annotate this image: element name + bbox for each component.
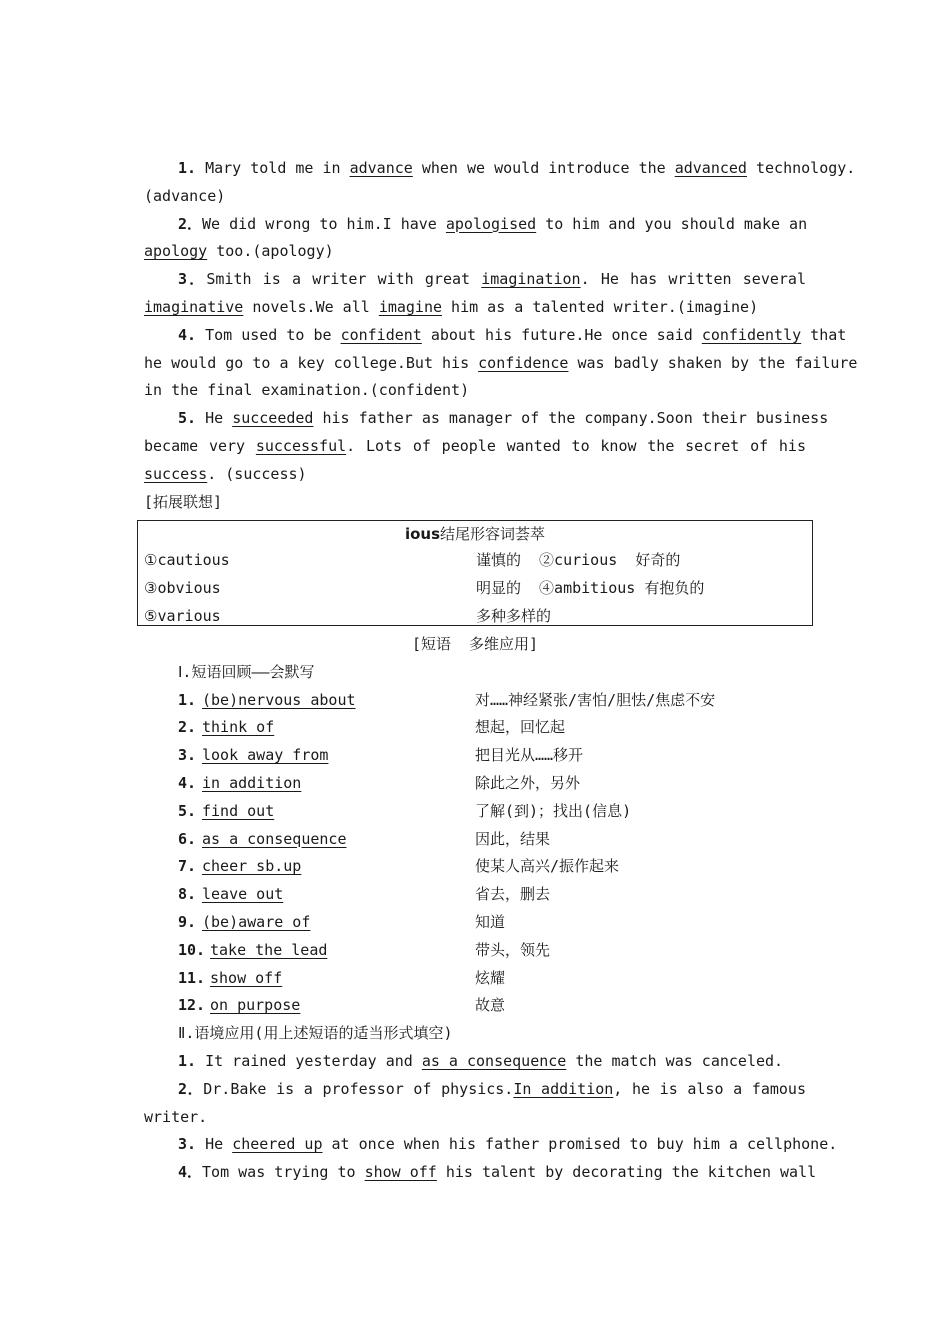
phrase-english: cheer sb.up	[202, 857, 302, 876]
sentence-text: Mary told me in	[196, 159, 350, 177]
sentence-text: . Lots of people wanted to know the secret of his	[346, 436, 806, 455]
phrase-number: 6.	[178, 829, 197, 848]
sentence-text: (advance)	[144, 186, 226, 205]
sentence-text: , he is also a famous	[613, 1079, 806, 1098]
item-number: 2．	[178, 214, 203, 233]
item-number: 4.	[178, 325, 197, 344]
phrase-chinese: 炫耀	[475, 968, 506, 987]
sentence-text: him as a talented writer.(imagine)	[442, 297, 759, 316]
phrase-section	[144, 631, 838, 1187]
answer-blank: advance	[349, 159, 413, 177]
item-number: 5.	[178, 409, 197, 428]
sentence-text: novels.We all	[243, 297, 379, 316]
answer-blank: imagine	[378, 297, 443, 316]
sentence-text: was badly shaken by the failure	[568, 353, 858, 372]
item-5-line-2	[144, 433, 806, 461]
sentence-text: too.(apology)	[207, 242, 334, 261]
phrase-row	[144, 909, 806, 937]
phrase-chinese: 把目光从……移开	[475, 746, 584, 765]
sentence-text: when we would introduce the	[412, 159, 675, 177]
sentence-text: He	[196, 409, 233, 428]
sentence-3	[144, 1131, 838, 1159]
phrase-heading: [短语 多维应用]	[411, 635, 539, 653]
answer-blank: confidently	[701, 325, 802, 344]
phrase-chinese: 除此之外，另外	[475, 773, 581, 792]
item-number: 1.	[178, 1051, 197, 1070]
answer-blank: cheered up	[232, 1135, 323, 1154]
box-title-cn: 结尾形容词荟萃	[440, 525, 546, 543]
phrase-english: in addition	[202, 773, 302, 792]
box-row-left: ③obvious	[144, 578, 221, 597]
sentence-text: he would go to a key college.But his	[144, 353, 479, 372]
answer-blank: imaginative	[144, 297, 244, 316]
phrase-chinese: 因此，结果	[475, 829, 551, 848]
item-3-line-1	[144, 266, 806, 294]
sentence-2-line-2	[144, 1104, 806, 1132]
exercise-block	[144, 155, 858, 516]
sentence-text: We did wrong to him.I have	[202, 214, 446, 233]
sentence-text: that	[801, 325, 847, 344]
box-row	[138, 575, 812, 603]
box-row	[138, 547, 812, 575]
phrase-english: (be)nervous about	[202, 690, 356, 709]
section-1-heading: Ⅰ.短语回顾——会默写	[178, 662, 315, 681]
sentence-1	[144, 1048, 806, 1076]
phrase-english: show off	[210, 968, 283, 987]
phrase-row	[144, 965, 806, 993]
item-1-line-2	[144, 183, 806, 211]
sentence-text: . He has written several	[580, 270, 806, 289]
phrase-chinese: 故意	[475, 996, 506, 1015]
sentence-text: Dr.Bake is a professor of physics.	[203, 1079, 514, 1098]
phrase-row	[144, 826, 806, 854]
sentence-text: It rained yesterday and	[196, 1051, 422, 1070]
box-row-right: 明显的 ④ambitious 有抱负的	[476, 578, 705, 597]
item-2-line-1	[144, 211, 806, 239]
phrase-number: 10.	[178, 940, 206, 959]
item-number: 3．	[178, 270, 207, 289]
sentence-text: his father as manager of the company.Soon their business	[313, 409, 829, 428]
box-row	[138, 603, 812, 631]
sentence-text: in the final examination.(confident)	[144, 381, 470, 400]
phrase-english: (be)aware of	[202, 912, 311, 931]
answer-blank: apologised	[445, 214, 537, 233]
phrase-number: 9.	[178, 912, 197, 931]
item-5-line-1	[144, 405, 829, 433]
sentence-text: He	[196, 1135, 233, 1154]
sentence-4-line-1	[144, 1159, 817, 1187]
sentence-text: Tom used to be	[196, 325, 341, 344]
answer-blank: confident	[340, 325, 422, 344]
box-title	[138, 521, 812, 547]
phrase-row	[144, 798, 806, 826]
box-title-en: ious	[404, 525, 441, 543]
phrase-english: as a consequence	[202, 829, 347, 848]
phrase-row	[144, 714, 806, 742]
phrase-number: 1.	[178, 690, 197, 709]
phrase-english: take the lead	[210, 940, 328, 959]
ious-adjective-box	[137, 520, 813, 626]
phrase-row	[144, 742, 806, 770]
phrase-chinese: 使某人高兴/振作起来	[475, 857, 620, 876]
phrase-english: on purpose	[210, 996, 301, 1015]
phrase-english: find out	[202, 801, 275, 820]
sentence-text: at once when his father promised to buy him a cellphone.	[322, 1135, 838, 1154]
sentence-text: Tom was trying to	[202, 1163, 365, 1182]
box-row-left: ⑤various	[144, 606, 221, 625]
sentence-text: technology.	[746, 159, 856, 177]
answer-blank: succeeded	[232, 409, 314, 428]
item-number: 2．	[178, 1079, 204, 1098]
phrase-number: 2.	[178, 718, 197, 737]
phrase-list	[144, 687, 806, 1021]
phrase-number: 5.	[178, 801, 197, 820]
phrase-chinese: 想起，回忆起	[475, 718, 566, 737]
item-1-line-1	[144, 155, 856, 183]
item-2-line-2	[144, 238, 806, 266]
sentence-2-line-1	[144, 1076, 806, 1104]
sentence-text: his talent by decorating the kitchen wall	[436, 1163, 817, 1182]
sentence-text: . (success)	[207, 464, 307, 483]
answer-blank: imagination	[481, 270, 581, 289]
phrase-english: look away from	[202, 746, 329, 765]
phrase-row	[144, 992, 806, 1020]
item-3-line-2	[144, 294, 806, 322]
item-5-line-3	[144, 461, 806, 489]
answer-blank: successful	[255, 436, 347, 455]
extend-label: [拓展联想]	[144, 492, 223, 511]
sentence-text: writer.	[144, 1107, 208, 1126]
sentence-text: to him and you should make an	[536, 214, 808, 233]
answer-blank: success	[144, 464, 208, 483]
phrase-row	[144, 881, 806, 909]
box-row-right: 多种多样的	[476, 606, 552, 625]
phrase-number: 12.	[178, 996, 206, 1015]
box-row-right: 谨慎的 ②curious 好奇的	[476, 551, 681, 569]
answer-blank: In addition	[513, 1079, 614, 1098]
phrase-chinese: 知道	[475, 912, 506, 931]
phrase-english: think of	[202, 718, 275, 737]
item-4-line-1	[144, 322, 847, 350]
sentence-text: about his future.He once said	[421, 325, 702, 344]
answer-blank: advanced	[674, 159, 747, 177]
phrase-chinese: 省去，删去	[475, 885, 551, 904]
item-4-line-2	[144, 350, 858, 378]
phrase-chinese: 了解(到)；找出(信息)	[475, 801, 632, 820]
answer-blank: as a consequence	[421, 1051, 567, 1070]
item-number: 4．	[178, 1163, 203, 1182]
item-4-line-3	[144, 377, 806, 405]
item-number: 1.	[178, 159, 197, 177]
section-2-heading: Ⅱ.语境应用(用上述短语的适当形式填空)	[178, 1024, 453, 1043]
phrase-number: 8.	[178, 885, 197, 904]
phrase-chinese: 带头，领先	[475, 940, 551, 959]
answer-blank: apology	[144, 242, 208, 261]
box-row-left: ①cautious	[144, 551, 230, 569]
answer-blank: show off	[364, 1163, 437, 1182]
answer-blank: confidence	[478, 353, 569, 372]
phrase-row	[144, 687, 806, 715]
sentence-text: became very	[144, 436, 256, 455]
sentence-text: Smith is a writer with great	[206, 270, 482, 289]
item-number: 3.	[178, 1135, 197, 1154]
sentence-text: the match was canceled.	[566, 1051, 784, 1070]
phrase-number: 4.	[178, 773, 197, 792]
phrase-number: 7.	[178, 857, 197, 876]
phrase-number: 3.	[178, 746, 197, 765]
phrase-row	[144, 853, 806, 881]
phrase-row	[144, 770, 806, 798]
phrase-english: leave out	[202, 885, 284, 904]
phrase-chinese: 对……神经紧张/害怕/胆怯/焦虑不安	[475, 690, 716, 709]
phrase-number: 11.	[178, 968, 206, 987]
phrase-row	[144, 937, 806, 965]
